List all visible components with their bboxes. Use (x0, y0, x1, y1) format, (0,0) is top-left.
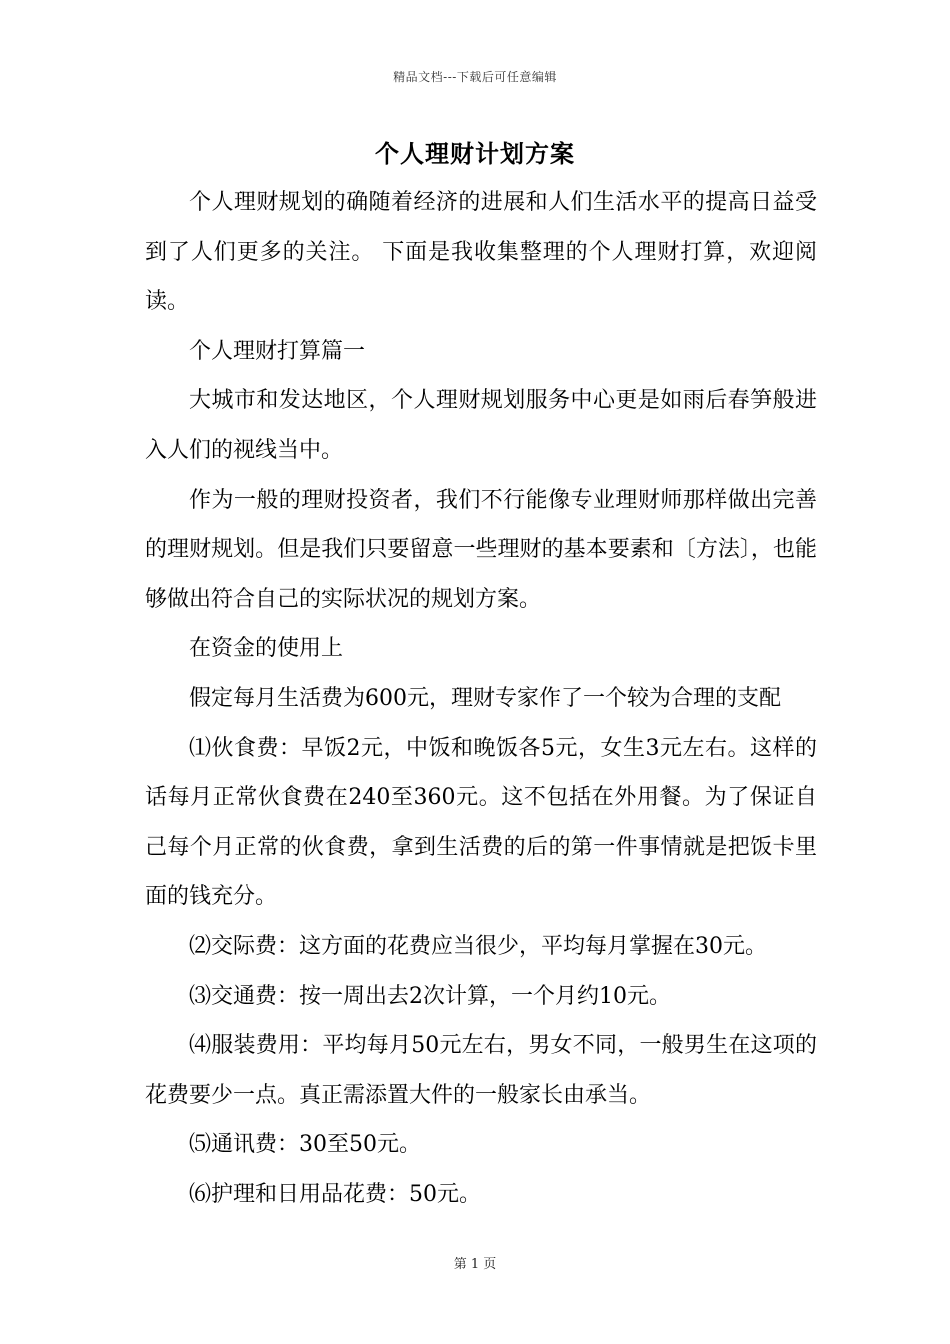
paragraph-item-social: ⑵交际费：这方面的花费应当很少，平均每月掌握在30元。 (189, 933, 767, 959)
paragraph-investors: 作为一般的理财投资者，我们不行能像专业理财师那样做出完善的理财规划。但是我们只要留意一些理财的基本要素和〔方法〕，也能够做出符合自己的实际状况的规划方案。 (145, 487, 817, 612)
paragraph-item-clothing: ⑷服装费用：平均每月50元左右，男女不同，一般男生在这项的花费要少一点。真正需添置大件的一般家长由承当。 (145, 1033, 817, 1108)
paragraph-cities: 大城市和发达地区，个人理财规划服务中心更是如雨后春笋般进入人们的视线当中。 (145, 388, 817, 463)
paragraph-item-transport: ⑶交通费：按一周出去2次计算，一个月约10元。 (189, 983, 671, 1009)
page-number: 第 1 页 (453, 1257, 497, 1272)
paragraph-intro: 个人理财规划的确随着经济的进展和人们生活水平的提高日益受到了人们更多的关注。 下面是我收集整理的个人理财打算，欢迎阅读。 (145, 190, 817, 315)
paragraph-fund-usage: 在资金的使用上 (189, 636, 344, 662)
paragraph-item-food: ⑴伙食费：早饭2元，中饭和晚饭各5元，女生3元左右。这样的话每月正常伙食费在240至360元。这不包括在外用餐。为了保证自己每个月正常的伙食费，拿到生活费的后的第一件事情就是把饭卡里面的钱充分。 (145, 735, 817, 910)
document-body (145, 178, 817, 1219)
paragraph-item-care: ⑹护理和日用品花费：50元。 (189, 1181, 481, 1207)
document-title: 个人理财计划方案 (375, 139, 575, 168)
paragraph-section-heading: 个人理财打算篇一 (189, 338, 366, 364)
paragraph-item-communication: ⑸通讯费：30至50元。 (189, 1132, 421, 1158)
paragraph-assumption: 假定每月生活费为600元，理财专家作了一个较为合理的支配 (189, 685, 781, 711)
header-note: 精品文档---下载后可任意编辑 (393, 70, 557, 84)
